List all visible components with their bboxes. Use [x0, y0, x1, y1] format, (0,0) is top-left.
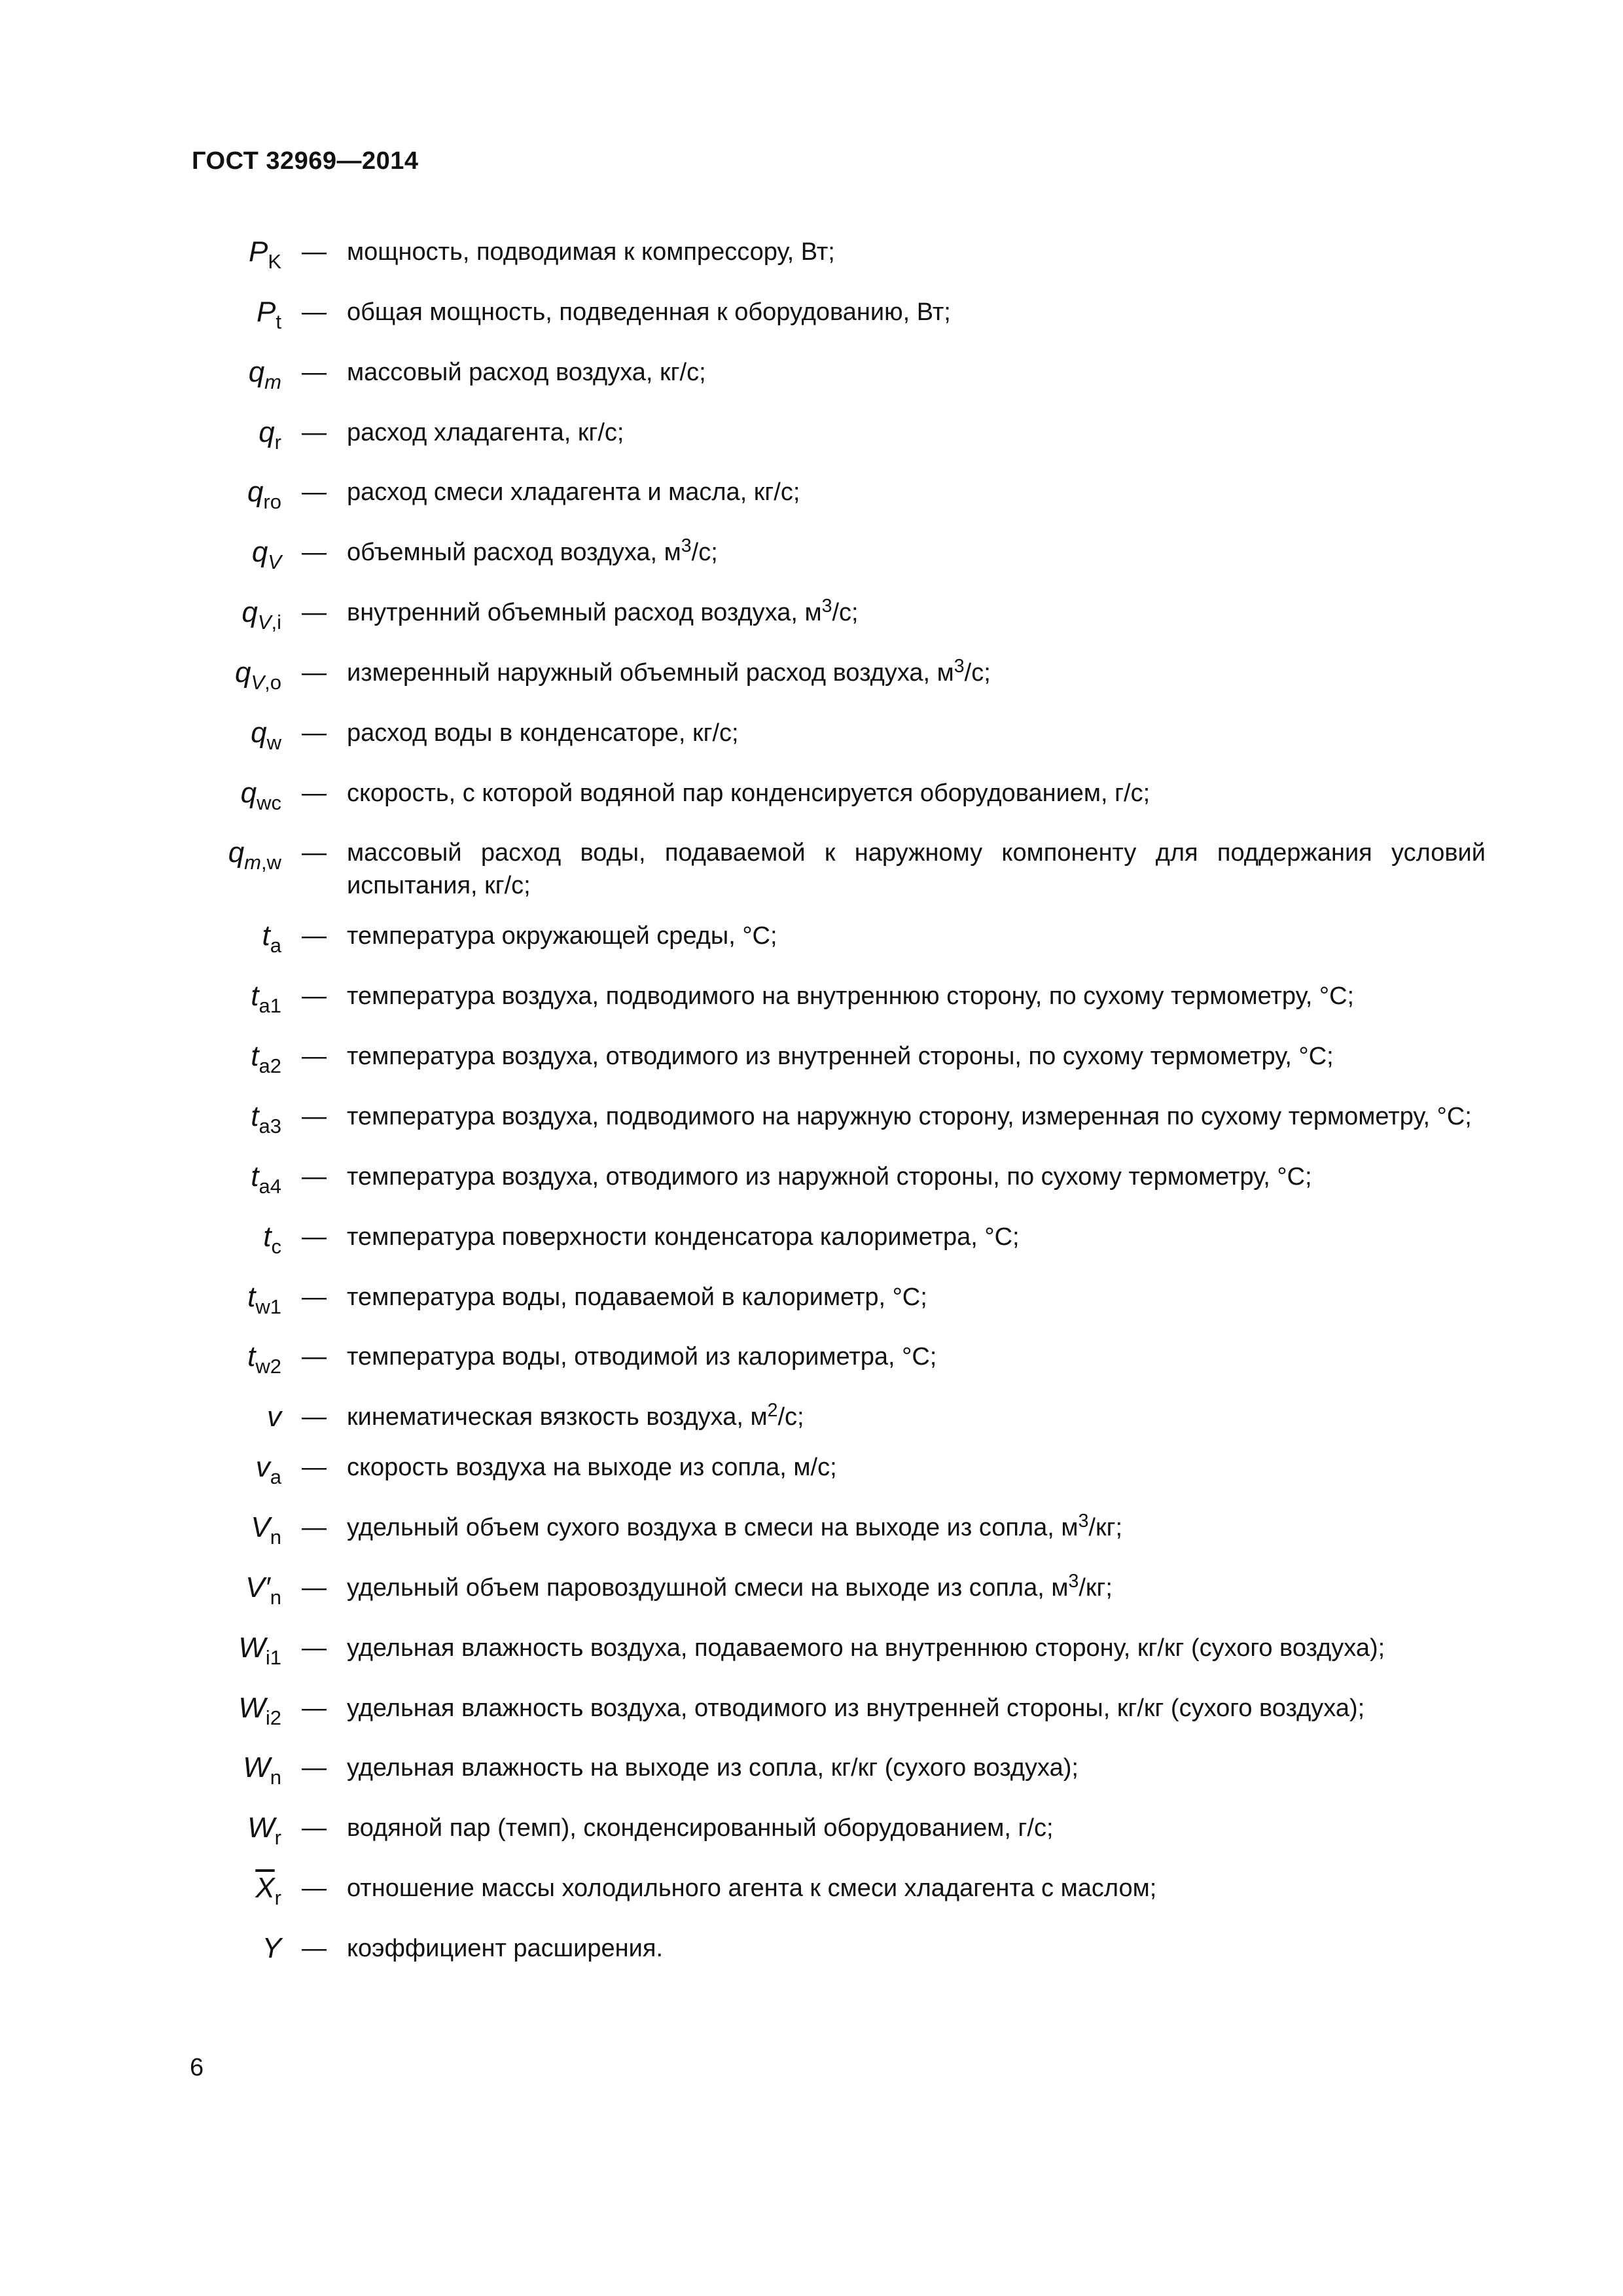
description-text: внутренний объемный расход воздуха, м [347, 599, 822, 627]
symbol [196, 1451, 281, 1494]
symbol-subscript-text: n [270, 1525, 281, 1549]
symbol-description [347, 980, 1486, 1013]
symbol-subscript-text: c [271, 1234, 281, 1258]
dash-separator: — [302, 418, 327, 446]
symbol-base: q [240, 776, 257, 809]
symbol [196, 777, 281, 819]
description-superscript: 3 [681, 535, 692, 557]
symbol-row [196, 416, 1486, 459]
symbol-description [347, 836, 1486, 902]
symbol-base: v [255, 1451, 270, 1484]
dash-separator: — [302, 1814, 327, 1842]
description-text: расход хладагента, кг/с; [347, 418, 624, 446]
symbol-base: t [263, 1220, 272, 1253]
symbol [196, 536, 281, 579]
symbol-description [347, 1100, 1486, 1133]
symbol-base: t [251, 980, 259, 1013]
symbol-subscript [259, 1175, 281, 1198]
symbol [196, 1040, 281, 1083]
symbol [196, 836, 281, 879]
symbol-description [347, 476, 1486, 509]
dash-separator: — [302, 1573, 327, 1602]
symbol [196, 1932, 281, 1965]
symbol-subscript [275, 1886, 281, 1909]
symbol-base: Y [262, 1931, 281, 1964]
symbol [196, 1401, 281, 1433]
symbol-subscript-text: w2 [255, 1355, 281, 1378]
dash-separator: — [302, 1634, 327, 1662]
description-text: температура воды, подаваемой в калориметр, °С; [347, 1283, 927, 1311]
description-superscript: 3 [1068, 1571, 1079, 1592]
symbol-description [347, 1281, 1486, 1314]
description-text: расход воды в конденсаторе, кг/с; [347, 719, 739, 747]
symbol [196, 1281, 281, 1323]
symbol-subscript [268, 250, 281, 273]
symbol-row [196, 1340, 1486, 1383]
page-number: 6 [190, 2054, 204, 2081]
description-text: общая мощность, подведенная к оборудованию, Вт; [347, 298, 951, 326]
symbol-description [347, 777, 1486, 810]
dash-separator: — [302, 298, 327, 326]
symbol-subscript [275, 1826, 281, 1849]
symbol-description [347, 1040, 1486, 1073]
dash-separator: — [302, 599, 327, 627]
symbol-row [196, 980, 1486, 1022]
symbol-row [196, 1751, 1486, 1794]
symbol-description [347, 1632, 1486, 1664]
symbol-row [196, 717, 1486, 759]
symbol-description [347, 1872, 1486, 1905]
description-text: кинематическая вязкость воздуха, м [347, 1403, 768, 1431]
description-superscript: 2 [767, 1400, 778, 1422]
symbol [196, 1221, 281, 1263]
dash-separator: — [302, 1454, 327, 1482]
symbol-subscript [266, 1646, 281, 1669]
description-text: температура окружающей среды, °С; [347, 922, 777, 950]
description-text: удельный объем паровоздушной смеси на выходе из сопла, м [347, 1573, 1069, 1602]
description-suffix: /с; [691, 539, 718, 567]
symbol-description [347, 920, 1486, 952]
symbol-base: V [251, 1511, 270, 1544]
dash-separator: — [302, 1162, 327, 1191]
symbol-base: t [262, 920, 270, 952]
symbol-subscript [258, 611, 281, 634]
symbol [196, 1571, 281, 1614]
symbol [196, 1812, 281, 1854]
symbol-description [347, 1401, 1486, 1433]
symbol [196, 1160, 281, 1203]
symbol-subscript-italic: m [264, 370, 281, 393]
description-text: температура воздуха, отводимого из наружной стороны, по сухому термометру, °С; [347, 1162, 1312, 1191]
symbol-list [196, 236, 1486, 1982]
symbol [196, 1511, 281, 1554]
dash-separator: — [302, 1934, 327, 1962]
symbol-subscript-italic: V [257, 610, 272, 634]
symbol-row [196, 1281, 1486, 1323]
symbol-subscript-text: a3 [259, 1114, 281, 1138]
symbol-description [347, 1340, 1486, 1373]
symbol-subscript-text: K [268, 249, 281, 273]
symbol-base: W [238, 1691, 266, 1724]
symbol-row [196, 1160, 1486, 1203]
symbol-row [196, 236, 1486, 278]
symbol-base: q [228, 836, 245, 869]
dash-separator: — [302, 779, 327, 807]
symbol [196, 596, 281, 639]
symbol-subscript-text: i1 [265, 1645, 281, 1669]
symbol-row [196, 1040, 1486, 1083]
symbol [196, 1872, 281, 1914]
description-suffix: /кг; [1088, 1514, 1123, 1542]
description-text: объемный расход воздуха, м [347, 539, 681, 567]
symbol-subscript [272, 1235, 282, 1258]
document-header: ГОСТ 32969—2014 [192, 147, 419, 175]
symbol [196, 1100, 281, 1143]
symbol-subscript [263, 490, 281, 513]
dash-separator: — [302, 1514, 327, 1542]
dash-separator: — [302, 1343, 327, 1371]
dash-separator: — [302, 478, 327, 507]
symbol-description [347, 1812, 1486, 1844]
symbol-row [196, 1401, 1486, 1433]
description-text: удельный объем сухого воздуха в смеси на выходе из сопла, м [347, 1514, 1079, 1542]
symbol-subscript-text: ,i [271, 610, 281, 634]
dash-separator: — [302, 1694, 327, 1722]
symbol-base: t [247, 1340, 256, 1373]
dash-separator: — [302, 982, 327, 1011]
symbol-subscript-text: a2 [259, 1054, 281, 1077]
symbol-base: q [248, 355, 265, 388]
symbol-base: t [251, 1160, 259, 1193]
symbol-subscript [270, 1465, 281, 1488]
symbol-row [196, 920, 1486, 962]
dash-separator: — [302, 1223, 327, 1251]
symbol-subscript [270, 934, 281, 957]
symbol-subscript-text: ,o [264, 670, 281, 694]
symbol-subscript [275, 430, 281, 453]
symbol-row [196, 836, 1486, 902]
symbol-base: q [234, 656, 251, 689]
symbol-row [196, 1932, 1486, 1965]
symbol-subscript [244, 851, 281, 874]
symbol-subscript [259, 1054, 281, 1077]
symbol-subscript-text: t [276, 310, 281, 333]
symbol-description [347, 717, 1486, 749]
symbol-subscript [255, 1355, 281, 1378]
dash-separator: — [302, 1283, 327, 1311]
dash-separator: — [302, 719, 327, 747]
symbol-subscript [268, 550, 281, 573]
description-text: мощность, подводимая к компрессору, Вт; [347, 238, 835, 266]
dash-separator: — [302, 922, 327, 950]
symbol-subscript-italic: V [268, 550, 281, 574]
description-text: скорость воздуха на выходе из сопла, м/с; [347, 1454, 837, 1482]
symbol [196, 920, 281, 962]
symbol-subscript-italic: V [251, 670, 265, 694]
symbol-row [196, 1571, 1486, 1614]
symbol-row [196, 1692, 1486, 1734]
dash-separator: — [302, 658, 327, 687]
description-text: температура поверхности конденсатора калориметра, °С; [347, 1223, 1020, 1251]
symbol-base: v [267, 1401, 281, 1433]
description-text: скорость, с которой водяной пар конденсируется оборудованием, г/с; [347, 779, 1150, 807]
symbol-description [347, 296, 1486, 329]
description-text: удельная влажность воздуха, подаваемого на внутреннюю сторону, кг/кг (сухого воздуха); [347, 1634, 1385, 1662]
symbol-row [196, 356, 1486, 399]
symbol-subscript [270, 1526, 281, 1549]
description-suffix: /кг; [1079, 1573, 1113, 1602]
symbol-description [347, 1221, 1486, 1253]
dash-separator: — [302, 839, 327, 867]
symbol-row [196, 536, 1486, 579]
description-text: температура воды, отводимой из калориметра, °С; [347, 1343, 937, 1371]
symbol-subscript [259, 1115, 281, 1138]
dash-separator: — [302, 238, 327, 266]
symbol-subscript [270, 1586, 281, 1609]
symbol-subscript-text: n [270, 1766, 281, 1789]
description-text: температура воздуха, подводимого на внутреннюю сторону, по сухому термометру, °С; [347, 982, 1355, 1011]
symbol-row [196, 1221, 1486, 1263]
symbol-subscript [251, 671, 281, 694]
description-text: отношение массы холодильного агента к смеси хладагента с маслом; [347, 1874, 1157, 1903]
symbol [196, 236, 281, 278]
symbol-description [347, 1451, 1486, 1484]
symbol-subscript-text: wc [257, 791, 281, 814]
symbol-subscript-text: r [274, 1826, 281, 1850]
symbol-row [196, 1100, 1486, 1143]
symbol [196, 1751, 281, 1794]
description-text: измеренный наружный объемный расход воздуха, м [347, 658, 954, 687]
dash-separator: — [302, 1043, 327, 1071]
symbol-subscript [259, 994, 281, 1017]
description-text: расход смеси хладагента и масла, кг/с; [347, 478, 800, 507]
symbol-base: W [238, 1631, 266, 1664]
symbol-base: W [247, 1812, 275, 1844]
symbol-subscript [276, 310, 281, 333]
symbol-base: q [259, 416, 275, 448]
symbol-row [196, 1511, 1486, 1554]
symbol-row [196, 777, 1486, 819]
symbol-description [347, 1160, 1486, 1193]
description-text: коэффициент расширения. [347, 1934, 663, 1962]
symbol-base: q [251, 536, 268, 569]
symbol-description [347, 236, 1486, 268]
symbol-row [196, 476, 1486, 518]
symbol-subscript [266, 1706, 281, 1729]
symbol-row [196, 1812, 1486, 1854]
symbol [196, 980, 281, 1022]
dash-separator: — [302, 1102, 327, 1130]
description-superscript: 3 [954, 656, 965, 677]
symbol-row [196, 656, 1486, 699]
description-text: удельная влажность воздуха, отводимого из внутренней стороны, кг/кг (сухого воздуха); [347, 1694, 1365, 1722]
description-text: водяной пар (темп), сконденсированный оборудованием, г/с; [347, 1814, 1054, 1842]
symbol-description [347, 656, 1486, 689]
symbol-description [347, 596, 1486, 629]
symbol-base: t [247, 1280, 256, 1313]
description-text: температура воздуха, подводимого на наружную сторону, измеренная по сухому термометру, °С; [347, 1102, 1472, 1130]
symbol-subscript [267, 731, 281, 754]
dash-separator: — [302, 1874, 327, 1903]
symbol-row [196, 1451, 1486, 1494]
symbol-description [347, 1692, 1486, 1725]
symbol-base: t [251, 1040, 259, 1073]
symbol-subscript [255, 1295, 281, 1318]
symbol-row [196, 1872, 1486, 1914]
symbol-base: t [251, 1100, 259, 1132]
symbol-subscript-text: a1 [259, 994, 281, 1018]
symbol-description [347, 1932, 1486, 1965]
description-superscript: 3 [821, 596, 832, 617]
symbol-base: q [241, 596, 258, 629]
symbol-subscript-text: i2 [265, 1706, 281, 1729]
description-suffix: /с; [777, 1403, 804, 1431]
symbol-subscript-italic: m [244, 851, 261, 874]
symbol-description [347, 356, 1486, 389]
symbol-base: W [243, 1751, 270, 1784]
symbol-base: P [257, 295, 276, 328]
symbol-row [196, 596, 1486, 639]
description-text: массовый расход воздуха, кг/с; [347, 358, 706, 386]
symbol-subscript-text: ro [263, 490, 281, 514]
dash-separator: — [302, 358, 327, 386]
description-text: удельная влажность на выходе из сопла, кг/кг (сухого воздуха); [347, 1754, 1079, 1782]
symbol [196, 1692, 281, 1734]
symbol-subscript [270, 1766, 281, 1789]
symbol-base: q [247, 476, 264, 509]
symbol-subscript-text: w1 [255, 1295, 281, 1318]
symbol-description [347, 1751, 1486, 1784]
description-text: массовый расход воды, подаваемой к наружному компоненту для поддержания условий испытания, кг/с; [347, 839, 1486, 900]
symbol [196, 416, 281, 459]
symbol-base: q [251, 716, 267, 749]
dash-separator: — [302, 1754, 327, 1782]
symbol-subscript-text: n [270, 1585, 281, 1609]
symbol [196, 656, 281, 699]
dash-separator: — [302, 539, 327, 567]
symbol [196, 296, 281, 338]
description-suffix: /с; [964, 658, 991, 687]
description-text: температура воздуха, отводимого из внутренней стороны, по сухому термометру, °С; [347, 1043, 1334, 1071]
symbol-description [347, 416, 1486, 449]
symbol [196, 1340, 281, 1383]
symbol-base: P [248, 236, 268, 268]
symbol-subscript-text: a4 [259, 1174, 281, 1198]
symbol-row [196, 296, 1486, 338]
symbol [196, 356, 281, 399]
symbol-subscript-text: r [274, 1886, 281, 1909]
symbol-row [196, 1632, 1486, 1674]
symbol-subscript-text: a [270, 1465, 281, 1489]
symbol-base: V′ [245, 1571, 270, 1604]
symbol-subscript-text: a [270, 934, 281, 958]
symbol [196, 476, 281, 518]
description-superscript: 3 [1078, 1511, 1089, 1532]
symbol-description [347, 1511, 1486, 1544]
symbol-description [347, 1571, 1486, 1604]
symbol [196, 1632, 281, 1674]
symbol [196, 717, 281, 759]
symbol-subscript [264, 370, 281, 393]
symbol-subscript [257, 791, 281, 814]
symbol-description [347, 536, 1486, 569]
dash-separator: — [302, 1403, 327, 1431]
symbol-base: $\overline{X}$ [255, 1872, 275, 1905]
symbol-subscript-text: ,w [261, 851, 281, 874]
symbol-subscript-text: w [266, 730, 281, 754]
description-suffix: /с; [832, 599, 859, 627]
symbol-subscript-text: r [274, 430, 281, 454]
